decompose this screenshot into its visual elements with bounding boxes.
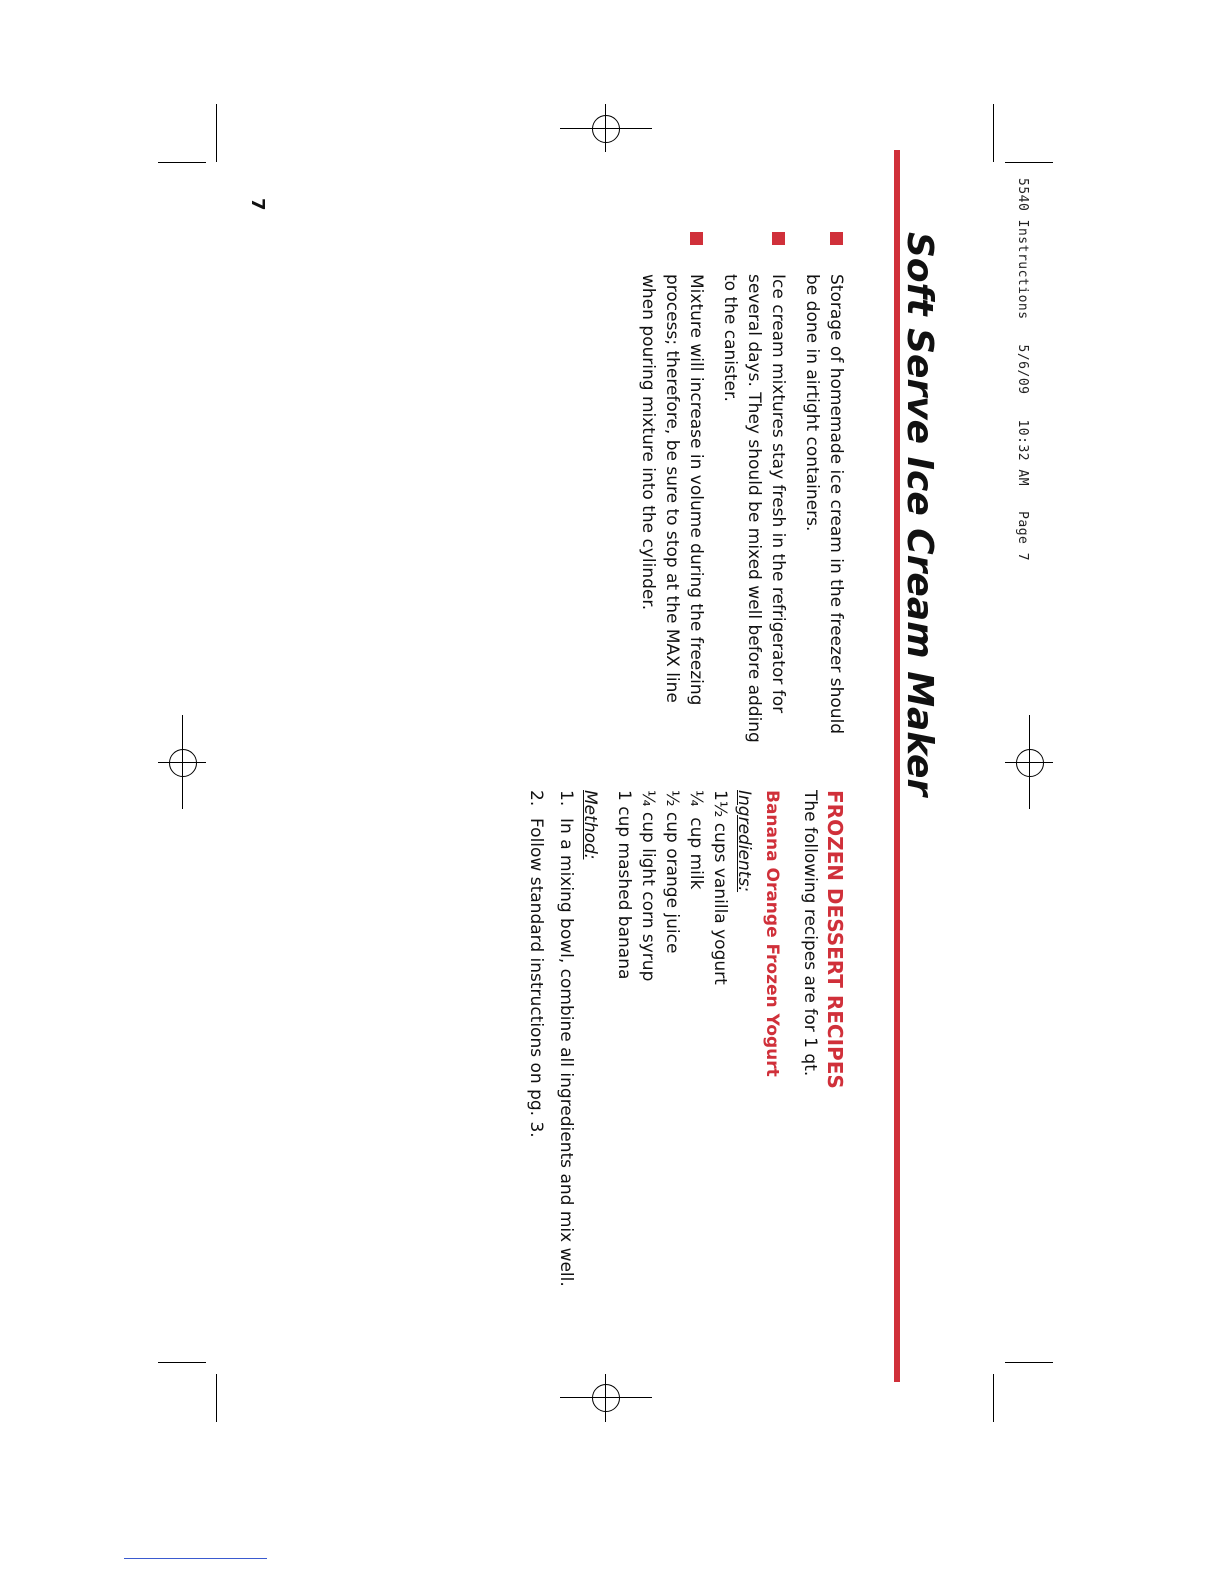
print-slug: 5540 Instructions 5/6/09 10:32 AM Page 7 [1015, 178, 1030, 562]
ingredient-item: ½ cup orange juice [662, 790, 682, 954]
step-number: 2. [526, 790, 546, 807]
crop-mark [1005, 1362, 1053, 1363]
step-text: Follow standard instructions on pg. 3. [526, 818, 546, 1138]
ingredient-item: 1 cup mashed banana [614, 790, 634, 980]
method-step [554, 790, 578, 1310]
step-text: In a mixing bowl, combine all ingredients and mix well. [556, 818, 576, 1287]
crop-mark [993, 104, 994, 162]
crop-mark [216, 1374, 217, 1422]
tip-text: Ice cream mixtures stay fresh in the refrigerator for several days. They should be mixed well before adding to the canister. [720, 274, 788, 743]
ingredient-item: 1½ cups vanilla yogurt [710, 790, 730, 985]
method-step [524, 790, 548, 1310]
recipes-heading: FROZEN DESSERT RECIPES [823, 790, 847, 1089]
ingredient-item: ¼ cup milk [686, 790, 706, 890]
crop-mark [216, 104, 217, 162]
bottom-link-underline [124, 1558, 267, 1559]
recipes-intro: The following recipes are for 1 qt. [800, 790, 820, 1077]
bullet-square-icon [690, 232, 703, 245]
crop-mark [158, 162, 206, 163]
bullet-square-icon [830, 232, 843, 245]
step-number: 1. [556, 790, 576, 807]
tips-list [626, 232, 848, 752]
bullet-square-icon [772, 232, 785, 245]
method-label: Method: [580, 790, 600, 860]
tip-item [718, 232, 790, 752]
tip-text: Storage of homemade ice cream in the freezer should be done in airtight containers. [802, 274, 846, 735]
tip-item [800, 232, 848, 752]
ingredients-label: Ingredients: [734, 790, 754, 893]
tip-text: Mixture will increase in volume during the freezing process; therefore, be sure to stop at the MAX line when pouring mixture into the cylinder. [638, 274, 706, 706]
recipes-section [524, 790, 848, 1310]
page-title: Soft Serve Ice Cream Maker [899, 232, 940, 797]
recipe-title: Banana Orange Frozen Yogurt [762, 790, 782, 1077]
tip-item [636, 232, 708, 752]
crop-mark [158, 1362, 206, 1363]
ingredient-item: ¼ cup light corn syrup [638, 790, 658, 982]
crop-mark [993, 1374, 994, 1422]
page-number: 7 [247, 198, 268, 211]
crop-mark [1005, 162, 1053, 163]
